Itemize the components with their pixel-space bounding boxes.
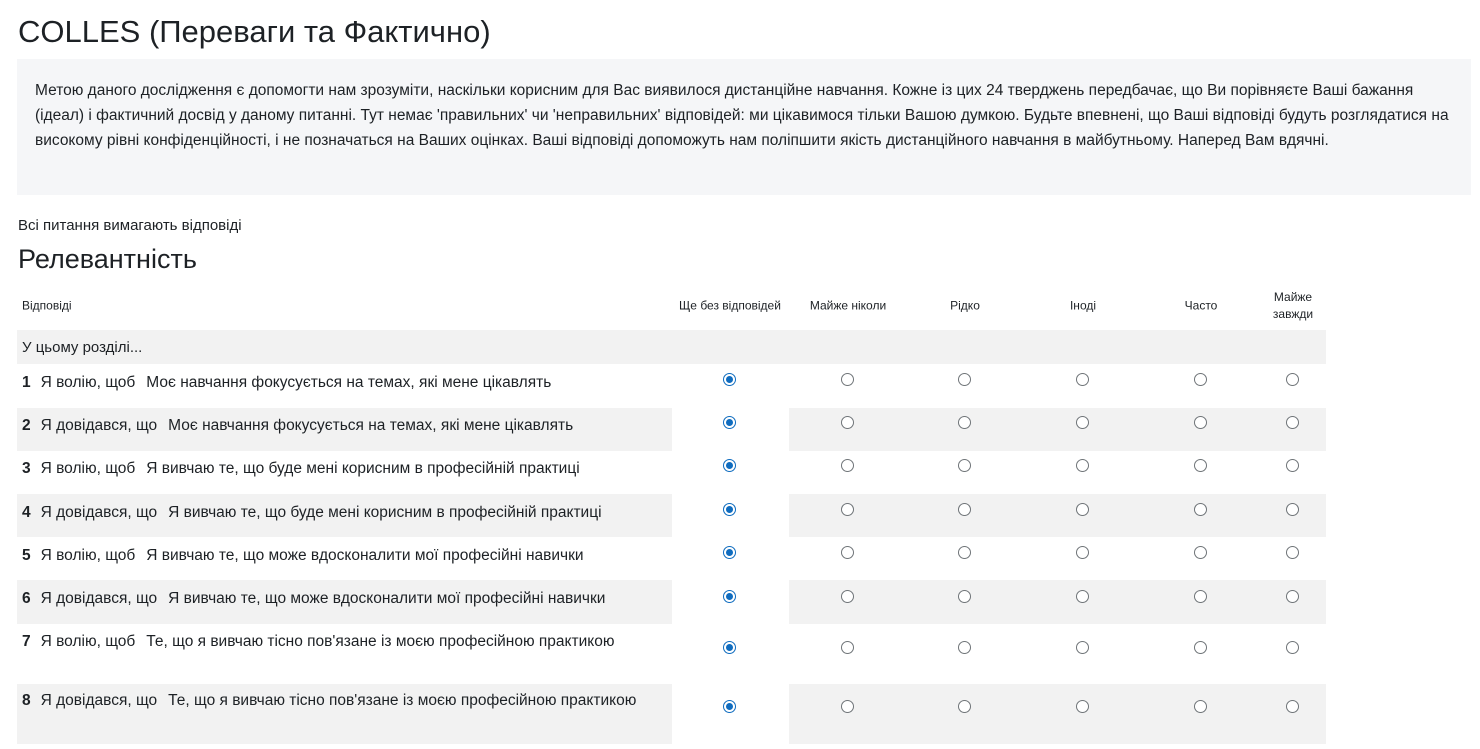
radio-q4-option-6[interactable] <box>1286 503 1299 516</box>
radio-q1-option-6[interactable] <box>1286 373 1299 386</box>
question-number: 2 <box>22 417 31 434</box>
question-prefix: Я волію, щоб <box>40 460 136 477</box>
question-prefix: Я довідався, що <box>40 417 158 434</box>
question-prefix: Я довідався, що <box>40 590 158 607</box>
radio-q1-option-4[interactable] <box>1076 373 1089 386</box>
question-prefix: Я волію, щоб <box>40 374 136 391</box>
radio-q3-option-2[interactable] <box>841 459 854 472</box>
intro-text: Метою даного дослідження є допомогти нам зрозуміти, наскільки корисним для Вас виявилося дистанційне навчання. Кожне із цих 24 тверджень передбачає, що Ви порівняєте Ваші бажання (ідеал) і фактичний досвід у даному питанні. Тут немає 'правильних' чи 'неправильних' відповідей: ми цікавимося тільки Вашою думкою. Будьте впевнені, що Ваші відповіді будуть розглядатися на високому рівні конфіденційності, і не позначаться на Ваших оцінках. Ваші відповіді допоможуть нам поліпшити якість дистанційного навчання в майбутньому. Наперед Вам вдячні. <box>35 82 1449 149</box>
question-prefix: Я довідався, що <box>40 504 158 521</box>
radio-q4-option-3[interactable] <box>958 503 971 516</box>
radio-q6-option-1[interactable] <box>723 590 736 603</box>
page-title: COLLES (Переваги та Фактично) <box>18 14 491 49</box>
radio-q1-option-1[interactable] <box>723 373 736 386</box>
radio-q8-option-5[interactable] <box>1194 700 1207 713</box>
radio-q8-option-3[interactable] <box>958 700 971 713</box>
radio-q8-option-2[interactable] <box>841 700 854 713</box>
section-row-label: У цьому розділі... <box>22 339 143 356</box>
radio-q1-option-3[interactable] <box>958 373 971 386</box>
radio-q5-option-1[interactable] <box>723 546 736 559</box>
section-row-background <box>17 330 1326 364</box>
radio-q8-option-1[interactable] <box>723 700 736 713</box>
radio-q5-option-4[interactable] <box>1076 546 1089 559</box>
radio-q2-option-6[interactable] <box>1286 416 1299 429</box>
column-header-6: Майже завжди <box>1272 290 1314 321</box>
radio-q8-option-6[interactable] <box>1286 700 1299 713</box>
required-note: Всі питання вимагають відповіді <box>18 217 242 234</box>
question-text: Те, що я вивчаю тісно пов'язане із моєю професійною практикою <box>168 692 637 709</box>
question-prefix: Я волію, щоб <box>40 633 136 650</box>
radio-q8-option-4[interactable] <box>1076 700 1089 713</box>
question-label <box>22 543 662 568</box>
question-text: Моє навчання фокусується на темах, які мене цікавлять <box>168 417 574 434</box>
row-stripe <box>789 580 1326 624</box>
radio-q3-option-1[interactable] <box>723 459 736 472</box>
question-label <box>22 500 662 525</box>
column-header-5: Часто <box>1184 298 1218 313</box>
column-header-3: Рідко <box>950 298 980 313</box>
radio-q7-option-3[interactable] <box>958 641 971 654</box>
radio-q4-option-2[interactable] <box>841 503 854 516</box>
question-label <box>22 586 662 611</box>
question-number: 7 <box>22 633 31 650</box>
question-label <box>22 370 662 395</box>
radio-q1-option-2[interactable] <box>841 373 854 386</box>
radio-q5-option-6[interactable] <box>1286 546 1299 559</box>
radio-q7-option-5[interactable] <box>1194 641 1207 654</box>
radio-q2-option-3[interactable] <box>958 416 971 429</box>
row-stripe <box>789 494 1326 537</box>
radio-q1-option-5[interactable] <box>1194 373 1207 386</box>
radio-q2-option-5[interactable] <box>1194 416 1207 429</box>
question-label <box>22 456 662 481</box>
radio-q4-option-4[interactable] <box>1076 503 1089 516</box>
radio-q5-option-2[interactable] <box>841 546 854 559</box>
radio-q3-option-6[interactable] <box>1286 459 1299 472</box>
radio-q6-option-3[interactable] <box>958 590 971 603</box>
radio-q6-option-6[interactable] <box>1286 590 1299 603</box>
radio-q4-option-1[interactable] <box>723 503 736 516</box>
section-title: Релевантність <box>18 244 197 274</box>
question-number: 6 <box>22 590 31 607</box>
question-number: 4 <box>22 504 31 521</box>
question-number: 5 <box>22 547 31 564</box>
radio-q6-option-5[interactable] <box>1194 590 1207 603</box>
question-number: 1 <box>22 374 31 391</box>
radio-q2-option-4[interactable] <box>1076 416 1089 429</box>
question-number: 3 <box>22 460 31 477</box>
radio-q7-option-2[interactable] <box>841 641 854 654</box>
row-stripe <box>789 684 1326 744</box>
column-header-answers: Відповіді <box>22 298 72 313</box>
question-text: Я вивчаю те, що може вдосконалити мої професійні навички <box>146 547 584 564</box>
radio-q7-option-4[interactable] <box>1076 641 1089 654</box>
radio-q6-option-4[interactable] <box>1076 590 1089 603</box>
column-header-2: Майже ніколи <box>809 298 887 313</box>
radio-q3-option-5[interactable] <box>1194 459 1207 472</box>
question-label <box>22 413 662 438</box>
radio-q2-option-2[interactable] <box>841 416 854 429</box>
question-text: Я вивчаю те, що може вдосконалити мої професійні навички <box>168 590 606 607</box>
question-text: Те, що я вивчаю тісно пов'язане із моєю професійною практикою <box>146 633 615 650</box>
radio-q6-option-2[interactable] <box>841 590 854 603</box>
column-header-1: Ще без відповідей <box>679 298 781 313</box>
radio-q3-option-4[interactable] <box>1076 459 1089 472</box>
question-label <box>22 688 662 713</box>
question-text: Моє навчання фокусується на темах, які мене цікавлять <box>146 374 552 391</box>
question-prefix: Я довідався, що <box>40 692 158 709</box>
column-header-4: Іноді <box>1069 298 1097 313</box>
question-label <box>22 629 662 654</box>
radio-q2-option-1[interactable] <box>723 416 736 429</box>
question-text: Я вивчаю те, що буде мені корисним в професійній практиці <box>146 460 580 477</box>
radio-q7-option-6[interactable] <box>1286 641 1299 654</box>
row-stripe <box>789 408 1326 451</box>
question-number: 8 <box>22 692 31 709</box>
question-text: Я вивчаю те, що буде мені корисним в професійній практиці <box>168 504 602 521</box>
question-prefix: Я волію, щоб <box>40 547 136 564</box>
radio-q4-option-5[interactable] <box>1194 503 1207 516</box>
radio-q5-option-5[interactable] <box>1194 546 1207 559</box>
radio-q5-option-3[interactable] <box>958 546 971 559</box>
radio-q7-option-1[interactable] <box>723 641 736 654</box>
radio-q3-option-3[interactable] <box>958 459 971 472</box>
intro-panel <box>17 59 1471 195</box>
